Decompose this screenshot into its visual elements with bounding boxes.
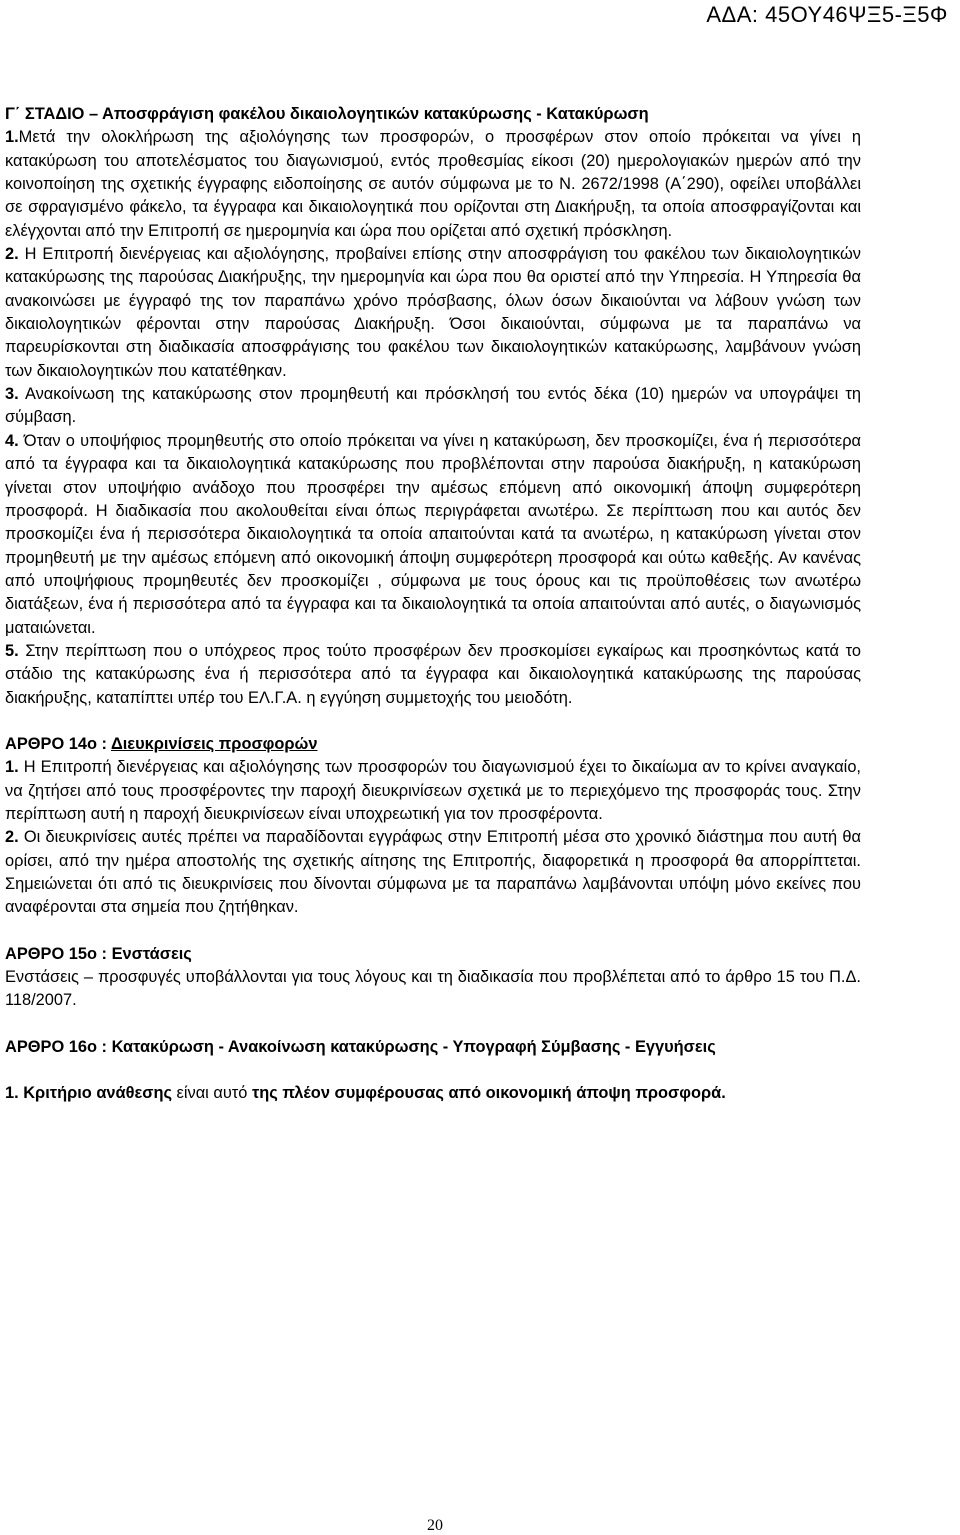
paragraph-text: Μετά την ολοκλήρωση της αξιολόγησης των προσφορών, ο προσφέρων στον οποίο πρόκειται να γίνει η κατακύρωση του αποτελέσματος του διαγωνισμού, εντός προθεσμίας είκοσι (20) ημερολογιακών ημερών από την κοινοποίηση της σχετικής έγγραφης ειδοποίησης σε αυτόν σύμφωνα με το Ν. 2672/1998 (Α΄290), οφείλει υποβάλλει σε σφραγισμένο φάκελο, τα έγγραφα και δικαιολογητικά που ορίζονται στη Διακήρυξη, τα οποία αποσφραγίζονται και ελέγχονται από την Επιτροπή σε ημερομηνία και ώρα που ορίζεται από σχετική πρόσκληση. (5, 128, 861, 240)
spacer (5, 920, 861, 943)
paragraph-text: Η Επιτροπή διενέργειας και αξιολόγησης των προσφορών του διαγωνισμού έχει το δικαίωμα αν το κρίνει αναγκαίο, να ζητήσει από τους προσφέροντες την παροχή διευκρινίσεων σχετικά με το περιεχόμενο της προσφοράς τους. Στην περίπτωση αυτή η παροχή διευκρινίσεων είναι υποχρεωτική για τον προσφέροντα. (5, 758, 861, 823)
item-number: 1. (5, 758, 19, 777)
article-16-paragraph-1 (5, 1082, 861, 1105)
article-15-title: ΑΡΘΡΟ 15ο : Ενστάσεις (5, 944, 192, 963)
paragraph-text: Η Επιτροπή διενέργειας και αξιολόγησης, προβαίνει επίσης στην αποσφράγιση του φακέλου των δικαιολογητικών κατακύρωσης της παρούσας Διακήρυξης, την ημερομηνία και ώρα που θα οριστεί από την Υπηρεσία. Η Υπηρεσία θα ανακοινώσει με έγγραφό της τον παραπάνω χρόνο πρόσβασης, όλων όσων δικαιούνται να λάβουν γνώση των δικαιολογητικών φέρονται στην παρούσας Διακήρυξη. Όσοι δικαιούνται, σύμφωνα με τα παραπάνω να παρευρίσκονται στη διαδικασία αποσφράγισης του φακέλου των δικαιολογητικών κατακύρωσης, λαμβάνουν γνώση των δικαιολογητικών που κατατέθηκαν. (5, 245, 861, 380)
stage-c-paragraph-4 (5, 430, 861, 640)
stage-c-paragraph-3 (5, 383, 861, 430)
document-body (5, 103, 861, 1105)
article-14-paragraph-2 (5, 826, 861, 919)
spacer (5, 710, 861, 733)
criterion-connector: είναι αυτό (172, 1084, 252, 1103)
article-14-heading: Διευκρινίσεις προσφορών (110, 734, 318, 753)
ada-code: ΑΔΑ: 45ΟΥ46ΨΞ5-Ξ5Φ (706, 2, 948, 27)
stage-c-paragraph-2 (5, 243, 861, 383)
criterion-value: της πλέον συμφέρουσας από οικονομική άποψη προσφορά. (251, 1084, 726, 1103)
stage-c-title: Γ΄ ΣΤΑΔΙΟ – Αποσφράγιση φακέλου δικαιολογητικών κατακύρωσης - Κατακύρωση (5, 105, 649, 123)
paragraph-text: Στην περίπτωση που ο υπόχρεος προς τούτο προσφέρων δεν προσκομίσει εγκαίρως και προσηκόντως κατά το στάδιο της κατακύρωσης ένα ή περισσότερα από τα έγγραφα και δικαιολογητικά κατακύρωσης της παρούσας διακήρυξης, καταπίπτει υπέρ του ΕΛ.Γ.Α. η εγγύηση συμμετοχής του μειοδότη. (5, 641, 861, 707)
item-number: 3. (5, 385, 19, 404)
item-number: 2. (5, 245, 19, 264)
item-number: 2. (5, 828, 19, 847)
article-14-prefix: ΑΡΘΡΟ 14ο : (5, 734, 111, 753)
article-15-text: Ενστάσεις – προσφυγές υποβάλλονται για τους λόγους και τη διαδικασία που προβλέπεται από το άρθρο 15 του Π.Δ. 118/2007. (5, 968, 861, 1010)
item-number: 5. (5, 641, 19, 660)
criterion-label: 1. Κριτήριο ανάθεσης (5, 1084, 172, 1103)
paragraph-text: Ανακοίνωση της κατακύρωσης στον προμηθευτή και πρόσκλησή του εντός δέκα (10) ημερών να υπογράψει τη σύμβαση. (5, 385, 862, 427)
spacer (5, 1013, 861, 1036)
spacer (5, 1059, 861, 1082)
paragraph-text: Οι διευκρινίσεις αυτές πρέπει να παραδίδονται εγγράφως στην Επιτροπή μέσα στο χρονικό διάστημα που αυτή θα ορίσει, από την ημέρα αποστολής της σχετικής αίτησης της Επιτροπής, διαφορετικά η προσφορά θα απορρίπτεται. Σημειώνεται ότι από τις διευκρινίσεις που δίνονται σύμφωνα με τα παραπάνω λαμβάνονται υπόψη μόνο εκείνες που αναφέρονται στα σημεία που ζητήθηκαν. (5, 828, 861, 917)
article-14-paragraph-1 (5, 756, 861, 826)
item-number: 1. (5, 128, 19, 147)
stage-c-paragraph-5 (5, 640, 861, 710)
article-16-title: ΑΡΘΡΟ 16ο : Κατακύρωση - Ανακοίνωση κατακύρωσης - Υπογραφή Σύμβασης - Εγγυήσεις (5, 1037, 716, 1056)
stage-c-paragraph-1 (5, 126, 861, 243)
paragraph-text: Όταν ο υποψήφιος προμηθευτής στο οποίο πρόκειται να γίνει η κατακύρωση, δεν προσκομίζει, ένα ή περισσότερα από τα έγγραφα και τα δικαιολογητικά κατακύρωσης που προβλέπονται στην παρούσα διακήρυξη, η κατακύρωση γίνεται στον υποψήφιο ανάδοχο που προσφέρει την αμέσως επόμενη από οικονομική άποψη συμφερότερη προσφορά. Η διαδικασία που ακολουθείται είναι όπως περιγράφεται ανωτέρω. Σε περίπτωση που και αυτός δεν προσκομίζει ένα ή περισσότερα δικαιολογητικά τα οποία απαιτούνται κατά τα ανωτέρω, η κατακύρωση γίνεται στον προμηθευτή με την αμέσως επόμενη από οικονομική άποψη συμφερότερη προσφορά και ούτω καθεξής. Αν κανένας από υποψήφιους προμηθευτές δεν προσκομίζει , σύμφωνα με τους όρους και τις προϋποθέσεις των ανωτέρω διατάξεων, ένα ή περισσότερα από τα έγγραφα και τα δικαιολογητικά τα οποία απαιτούνται από αυτές, ο διαγωνισμός ματαιώνεται. (5, 431, 861, 637)
page-number: 20 (427, 1517, 443, 1534)
article-14-title (5, 733, 861, 756)
item-number: 4. (5, 431, 19, 450)
